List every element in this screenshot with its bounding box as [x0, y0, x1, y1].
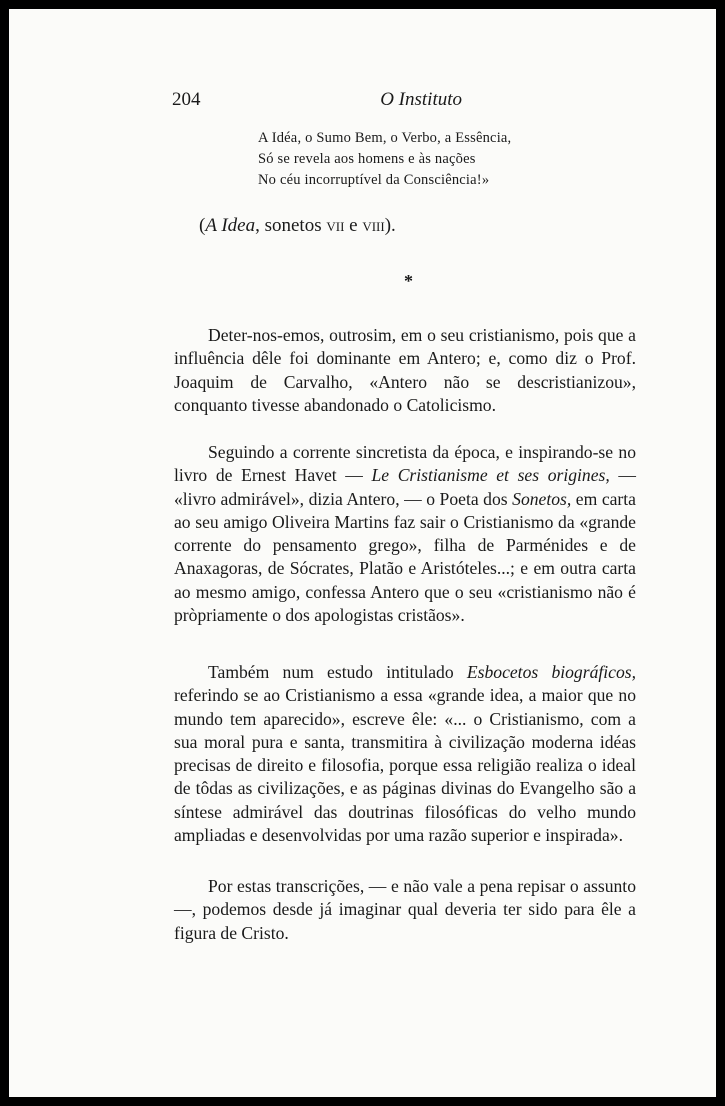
verse-line: Só se revela aos homens e às nações	[258, 151, 476, 167]
citation-numeral: viii	[362, 215, 385, 236]
running-title: O Instituto	[380, 89, 462, 110]
paragraph-text: Seguindo a corrente sincretista da época, e inspirando-se no livro de Ernest Havet —	[174, 442, 636, 486]
book-page	[9, 9, 716, 1097]
paragraph-text: — «livro admirável», dizia Antero, — o Poeta dos	[174, 465, 636, 509]
citation-title: A Idea	[205, 215, 256, 236]
verse-quotation	[258, 128, 511, 191]
verse-citation	[199, 215, 396, 237]
paragraph	[174, 661, 636, 847]
book-title: Le Cristianisme et ses origines,	[371, 465, 610, 486]
citation-conjunction: e	[344, 215, 363, 236]
verse-line: A Idéa, o Sumo Bem, o Verbo, a Essência,	[258, 130, 512, 146]
study-title: Esbocetos biográficos,	[466, 662, 636, 682]
section-separator: *	[404, 271, 413, 291]
paragraph-text: Também num estudo intitulado	[208, 662, 467, 682]
paragraph-text: referindo se ao Cristianismo a essa «grande idea, a maior que no mundo tem aparecido», escreve êle: «... o Cristianismo, com a sua moral pura e santa, transmitira à civilização moderna idéas precisas de direito e filosofia, porque essa religião realiza o ideal de tôdas as civilizações, e as páginas divinas do Evangelho são a síntese admirável das doutrinas filosóficas do velho mundo ampliadas e desenvolvidas por uma razão superior e inspirada».	[174, 685, 636, 846]
citation-text: , sonetos	[255, 215, 327, 236]
paragraph-text: em carta ao seu amigo Oliveira Martins faz sair o Cristianismo da «grande corrente do pensamento grego», filha de Parménides e de Anaxagoras, de Sócrates, Platão e Aristóteles...; e em outra carta ao mesmo amigo, confessa Antero que o seu «cristianismo não é pròpriamente o dos apologistas cristãos».	[174, 488, 636, 626]
verse-line: No céu incorruptível da Consciência!»	[258, 172, 490, 188]
citation-close: ).	[384, 215, 396, 236]
page-number: 204	[172, 89, 201, 110]
paragraph: Deter-nos-emos, outrosim, em o seu cristianismo, pois que a influência dêle foi dominante em Antero; e, como diz o Prof. Joaquim de Carvalho, «Antero não se descristianizou», conquanto tivesse abandonado o Catolicismo.	[174, 325, 636, 415]
citation-open-paren: (	[199, 215, 206, 236]
paragraph	[174, 441, 636, 627]
page-header	[172, 89, 462, 111]
paragraph: Por estas transcrições, — e não vale a pena repisar o assunto —, podemos desde já imaginar qual deveria ter sido para êle a figura de Cristo.	[174, 876, 636, 943]
citation-numeral: vii	[326, 215, 345, 236]
book-title: Sonetos,	[512, 488, 572, 509]
